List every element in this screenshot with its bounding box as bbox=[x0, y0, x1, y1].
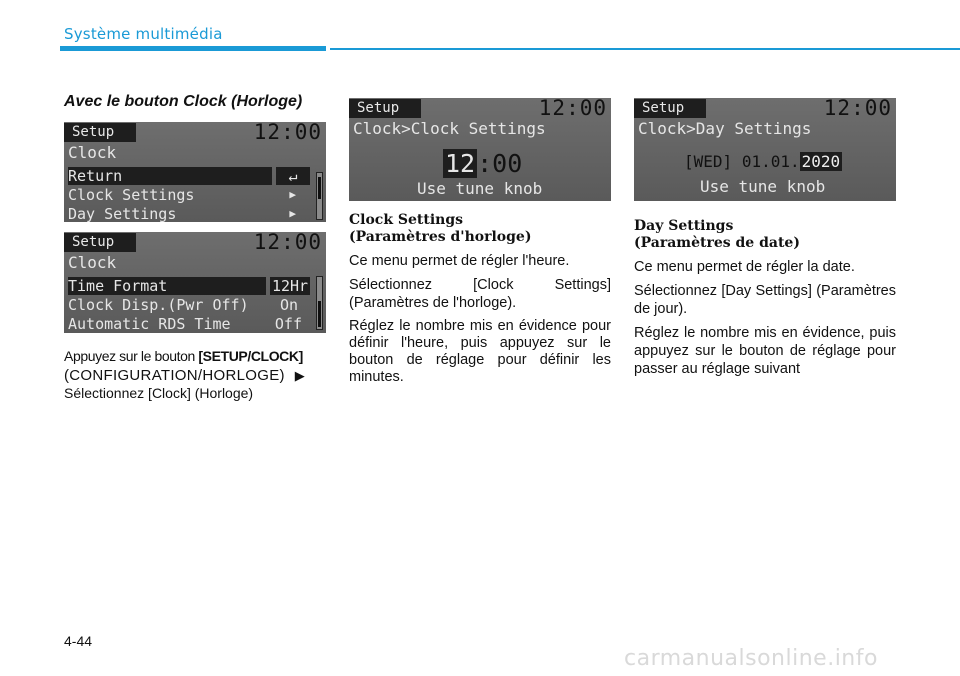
lcd-time: 12:00 bbox=[253, 232, 322, 254]
lcd-heading: Clock bbox=[68, 253, 117, 272]
caption-prefix: Appuyez sur le bouton bbox=[64, 348, 199, 364]
lcd-scrollbar-thumb bbox=[318, 301, 321, 327]
lcd-row-clock-disp bbox=[68, 296, 308, 314]
lcd-time-setting bbox=[443, 150, 522, 178]
lcd-hint: Use tune knob bbox=[700, 177, 826, 196]
chevron-right-icon: ▶ bbox=[289, 207, 296, 220]
day-settings-heading bbox=[634, 218, 896, 252]
lcd-scrollbar-thumb bbox=[318, 177, 321, 199]
day-settings-text bbox=[634, 218, 896, 384]
lcd-row-label: Return bbox=[68, 167, 123, 185]
day-settings-p2: Sélectionnez [Day Settings] (Paramètres de jour). bbox=[634, 283, 896, 317]
caption-button-name: [SETUP/CLOCK] bbox=[198, 348, 303, 364]
lcd-tag: Setup bbox=[64, 233, 136, 252]
page-number: 4-44 bbox=[64, 633, 93, 649]
lcd-screen-day-settings bbox=[634, 98, 896, 201]
lcd-heading: Clock>Day Settings bbox=[638, 119, 812, 138]
lcd-weekday: [WED] bbox=[684, 152, 733, 171]
clock-settings-p2: Sélectionnez [Clock Settings] (Paramètres de l'horloge). bbox=[349, 277, 611, 311]
day-settings-p3: Réglez le nombre mis en évidence, puis appuyez sur le bouton de réglage pour passer au réglage suivant bbox=[634, 325, 896, 377]
lcd-heading: Clock bbox=[68, 143, 117, 162]
lcd-tag: Setup bbox=[634, 99, 706, 118]
lcd-row-label: Clock Disp.(Pwr Off) bbox=[68, 296, 249, 314]
lcd-tag: Setup bbox=[349, 99, 421, 118]
lcd-row-value: Off bbox=[274, 315, 302, 333]
clock-settings-title: Clock Settings bbox=[349, 212, 464, 228]
return-icon: ↵ bbox=[288, 167, 298, 185]
caption-line-3: Sélectionnez [Clock] (Horloge) bbox=[64, 385, 254, 401]
section-title: Avec le bouton Clock (Horloge) bbox=[64, 93, 303, 110]
lcd-heading: Clock>Clock Settings bbox=[353, 119, 546, 138]
lcd-row-time-format bbox=[68, 277, 266, 295]
lcd-row-label: Clock Settings bbox=[68, 186, 195, 204]
lcd-time: 12:00 bbox=[253, 122, 322, 144]
caption-text: (CONFIGURATION/HORLOGE) bbox=[64, 367, 285, 384]
clock-settings-text bbox=[349, 212, 611, 392]
caption-line-2 bbox=[64, 366, 305, 385]
lcd-scrollbar bbox=[316, 172, 323, 220]
lcd-row-label: Automatic RDS Time bbox=[68, 315, 231, 333]
lcd-row-time-format-value bbox=[270, 277, 310, 295]
lcd-row-label: Day Settings bbox=[68, 205, 177, 222]
header-title: Système multimédia bbox=[64, 25, 223, 43]
lcd-tag: Setup bbox=[64, 123, 136, 142]
lcd-hour-highlighted: 12 bbox=[445, 149, 476, 178]
lcd-screen-clock-menu bbox=[64, 122, 326, 222]
lcd-hint: Use tune knob bbox=[417, 179, 543, 198]
chevron-right-icon: ▶ bbox=[289, 188, 296, 201]
lcd-colon: : bbox=[477, 149, 493, 178]
lcd-row-rds-time bbox=[68, 315, 308, 333]
lcd-scrollbar bbox=[316, 276, 323, 330]
day-settings-title: Day Settings bbox=[634, 218, 734, 234]
lcd-time: 12:00 bbox=[823, 98, 892, 120]
header-rule-thick bbox=[60, 46, 326, 51]
clock-settings-heading bbox=[349, 212, 611, 246]
lcd-row-value: 12Hr bbox=[271, 277, 309, 295]
clock-settings-p3: Réglez le nombre mis en évidence pour définir l'heure, puis appuyez sur le bouton de réglage pour définir les minutes. bbox=[349, 318, 611, 385]
lcd-minutes: 00 bbox=[492, 149, 523, 178]
lcd-date: 01.01. bbox=[741, 152, 800, 171]
lcd-row-day-settings bbox=[68, 205, 300, 222]
lcd-time: 12:00 bbox=[538, 98, 607, 120]
watermark: carmanualsonline.info bbox=[624, 646, 878, 671]
lcd-row-value: On bbox=[279, 296, 298, 314]
day-settings-p1: Ce menu permet de régler la date. bbox=[634, 259, 855, 275]
lcd-row-return-icon bbox=[276, 167, 310, 185]
lcd-screen-clock-settings bbox=[349, 98, 611, 201]
clock-settings-subtitle: (Paramètres d'horloge) bbox=[349, 229, 532, 245]
lcd-row-return bbox=[68, 167, 272, 185]
lcd-year-highlighted: 2020 bbox=[801, 152, 841, 171]
caption-line-1 bbox=[64, 347, 303, 366]
lcd-screen-time-format bbox=[64, 232, 326, 333]
clock-settings-p1: Ce menu permet de régler l'heure. bbox=[349, 253, 570, 269]
lcd-date-setting bbox=[684, 153, 842, 171]
lcd-row-clock-settings bbox=[68, 186, 300, 204]
lcd-row-label: Time Format bbox=[68, 277, 168, 295]
header-rule-thin bbox=[330, 48, 960, 50]
arrow-right-icon: ▶ bbox=[294, 368, 306, 383]
day-settings-subtitle: (Paramètres de date) bbox=[634, 235, 800, 251]
